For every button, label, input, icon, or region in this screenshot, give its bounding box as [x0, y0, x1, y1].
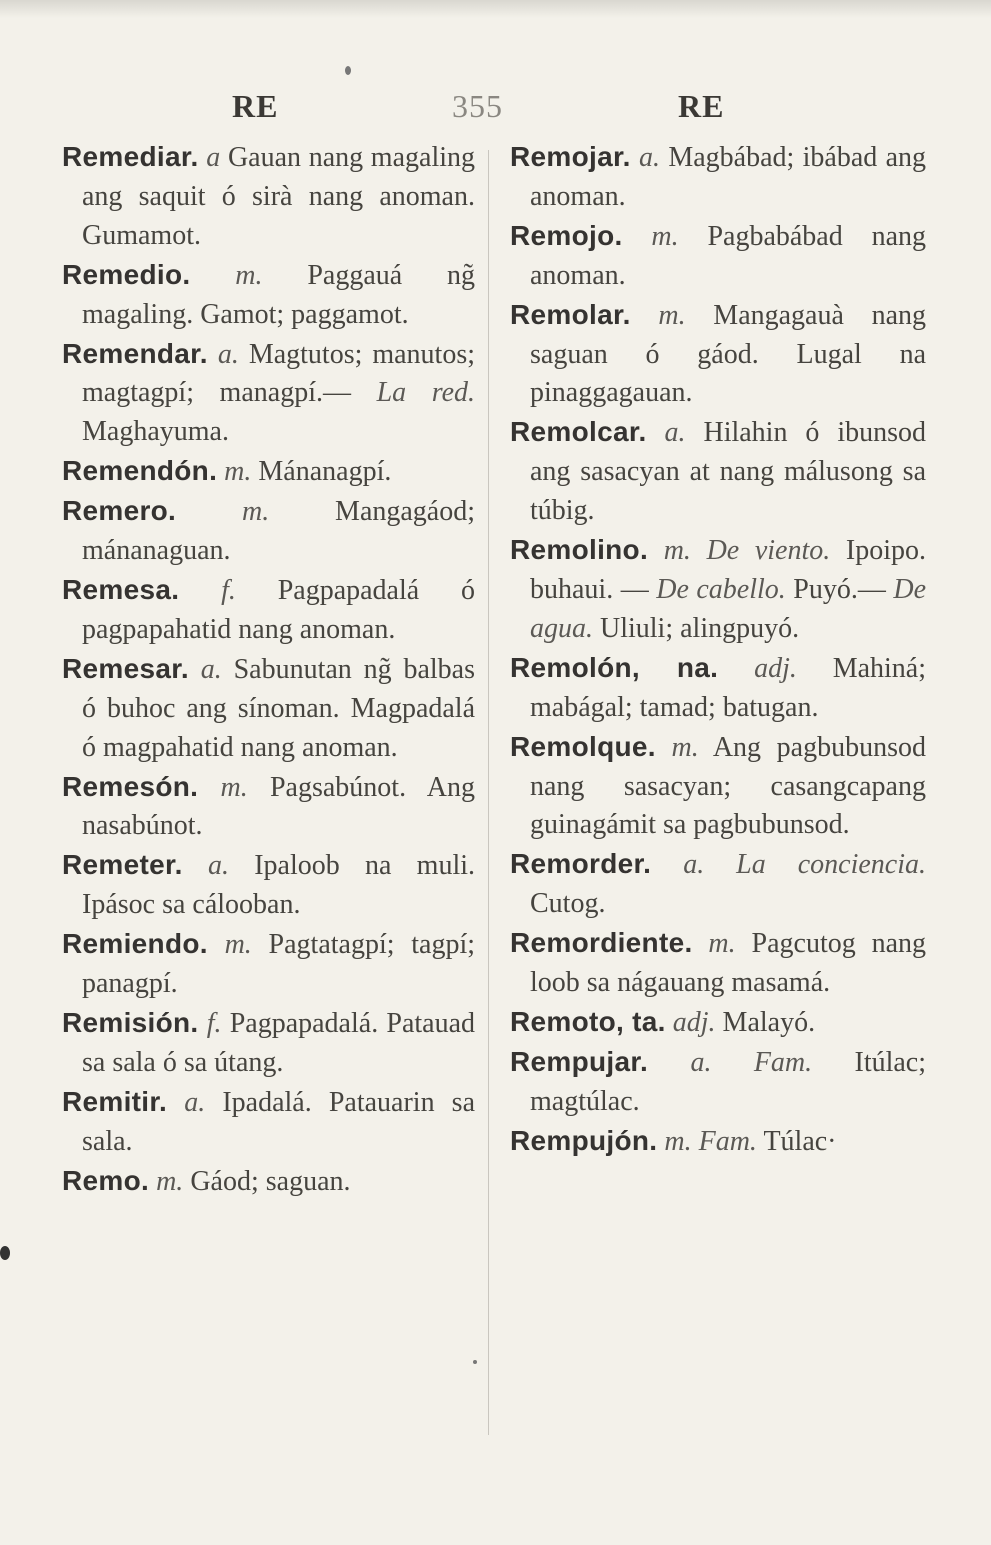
dictionary-entry	[508, 845, 926, 924]
dictionary-entry	[60, 492, 475, 571]
entry-grammar-label: a.	[184, 1086, 206, 1118]
dictionary-entry	[508, 217, 926, 296]
dictionary-entry	[60, 571, 475, 650]
entry-headword: Remero.	[62, 495, 177, 527]
entry-definition: Maghayuma.	[82, 416, 229, 448]
entry-grammar-label: m.	[241, 496, 270, 528]
entry-definition: Gáod; saguan.	[190, 1165, 351, 1197]
entry-grammar-label: De agua.	[530, 573, 927, 644]
entry-grammar-label: De cabello.	[656, 573, 786, 605]
entry-grammar-label: a.	[664, 417, 686, 449]
entry-grammar-label: m.	[664, 1125, 692, 1157]
entry-definition: Puyó.—	[793, 573, 886, 605]
dictionary-entry	[60, 1162, 475, 1202]
entry-definition: Pagcutog nang loob sa nágauang masamá.	[530, 928, 927, 999]
entry-grammar-label: Fam.	[753, 1046, 813, 1078]
entry-headword: Remeter.	[62, 849, 183, 881]
dictionary-entry	[60, 335, 475, 453]
entry-headword: Remolcar.	[510, 416, 647, 448]
entry-definition: Mánanagpí.	[258, 456, 392, 488]
entry-headword: Remolino.	[510, 534, 649, 566]
dictionary-entry	[60, 1083, 475, 1162]
entry-grammar-label: m.	[658, 299, 686, 331]
entry-headword: Rempujar.	[510, 1045, 649, 1077]
entry-headword: Remojo.	[510, 219, 623, 251]
entry-grammar-label: adj.	[754, 652, 797, 684]
dictionary-entry	[60, 1004, 475, 1083]
entry-grammar-label: m.	[663, 535, 691, 567]
entry-grammar-label: De viento.	[706, 535, 831, 567]
entry-headword: Remediar.	[62, 141, 199, 172]
ink-speck	[345, 66, 351, 75]
ink-speck	[0, 1246, 10, 1260]
entry-grammar-label: a.	[200, 653, 222, 685]
entry-grammar-label: a.	[217, 338, 239, 370]
entry-grammar-label: La conciencia.	[736, 849, 926, 881]
running-head-left: RE	[232, 88, 279, 124]
entry-grammar-label: a.	[690, 1046, 712, 1078]
column-right	[508, 138, 926, 1162]
entry-headword: Remo.	[62, 1164, 150, 1196]
running-head-right: RE	[678, 88, 725, 124]
entry-grammar-label: m.	[220, 771, 248, 803]
entry-definition: Itúlac; magtúlac.	[530, 1046, 927, 1117]
entry-grammar-label: f.	[221, 574, 236, 606]
entry-headword: Remedio.	[62, 258, 191, 290]
entry-definition: Pagbabábad nang anoman.	[530, 220, 926, 291]
dictionary-entry	[508, 924, 926, 1003]
entry-headword: Remoto, ta.	[510, 1005, 666, 1037]
entry-definition: Malayó.	[722, 1006, 816, 1038]
entry-definition: Paggauá ng̃ magaling. Gamot; paggamot.	[82, 259, 476, 330]
entry-definition: Magbábad; ibábad ang anoman.	[530, 142, 927, 212]
entry-headword: Remordiente.	[510, 927, 693, 959]
entry-definition: Mahiná; mabágal; tamad; batugan.	[530, 652, 927, 723]
entry-definition: Cutog.	[530, 888, 606, 920]
entry-definition: Magtutos; manutos; magtagpí; managpí.—	[82, 338, 475, 409]
entry-headword: Remolar.	[510, 298, 631, 330]
dictionary-entry	[508, 138, 926, 217]
entry-definition: Túlac·	[763, 1125, 837, 1157]
column-left	[60, 138, 475, 1201]
entry-definition: Hilahin ó ibunsod ang sasacyan at nang málusong sa túbig.	[530, 417, 927, 527]
entry-grammar-label: m.	[224, 929, 252, 961]
entry-definition: Pagpapadalá. Patauad sa sala ó sa útang.	[82, 1007, 476, 1078]
entry-headword: Remesa.	[62, 573, 180, 605]
entry-definition: Gauan nang magaling ang saquit ó sirà nang anoman. Gumamot.	[82, 142, 476, 251]
dictionary-entry	[60, 650, 475, 768]
entry-definition: Ipoipo. buhaui. —	[530, 535, 927, 605]
entry-definition: Pagpapadalá ó pagpapahatid nang anoman.	[82, 574, 476, 645]
entry-definition: Pagtatagpí; tagpí; panagpí.	[82, 929, 476, 1000]
entry-definition: Mangagauà nang saguan ó gáod. Lugal na pinaggagauan.	[530, 299, 927, 409]
dictionary-entry	[60, 768, 475, 847]
entry-definition: Ang pagbubunsod nang sasacyan; casangcapang guinagámit sa pagbubunsod.	[530, 731, 926, 841]
entry-grammar-label: m.	[156, 1165, 184, 1197]
entry-grammar-label: m.	[708, 928, 736, 960]
dictionary-entry	[508, 649, 926, 728]
dictionary-entry	[60, 138, 475, 256]
entry-headword: Remesar.	[62, 652, 189, 684]
entry-grammar-label: a.	[207, 850, 229, 882]
entry-grammar-label: a.	[639, 142, 661, 173]
entry-grammar-label: a	[206, 142, 221, 173]
page-number: 355	[452, 88, 503, 124]
entry-grammar-label: m.	[224, 456, 252, 488]
ink-speck	[473, 1360, 477, 1364]
entry-definition: Sabunutan ng̃ balbas ó buhoc ang sínoman. Magpadalá ó magpahatid nang anoman.	[82, 653, 475, 763]
entry-headword: Remojar.	[510, 141, 631, 172]
entry-headword: Remiendo.	[62, 928, 208, 960]
entry-headword: Remesón.	[62, 770, 199, 802]
dictionary-entry	[508, 413, 926, 531]
dictionary-entry	[60, 256, 475, 335]
entry-definition: Uliuli; alingpuyó.	[600, 612, 800, 644]
entry-grammar-label: La red.	[376, 377, 476, 409]
entry-headword: Rempujón.	[510, 1124, 658, 1156]
dictionary-entry	[60, 846, 475, 925]
entry-headword: Remolque.	[510, 730, 656, 762]
entry-grammar-label: adj.	[672, 1006, 716, 1038]
scan-edge-shadow	[0, 0, 991, 18]
dictionary-entry	[508, 531, 926, 649]
entry-definition: Ipaloob na muli. Ipásoc sa cálooban.	[82, 850, 475, 921]
entry-grammar-label: a.	[683, 849, 705, 881]
dictionary-entry	[508, 1003, 926, 1043]
column-divider	[488, 150, 489, 1435]
dictionary-entry	[508, 1122, 926, 1162]
entry-headword: Remorder.	[510, 848, 652, 880]
entry-definition: Ipadalá. Patauarin sa sala.	[82, 1086, 475, 1157]
entry-grammar-label: m.	[651, 220, 679, 252]
entry-headword: Remisión.	[62, 1006, 199, 1038]
entry-grammar-label: m.	[671, 731, 699, 763]
entry-headword: Remendón.	[62, 455, 218, 487]
entry-headword: Remendar.	[62, 337, 208, 369]
dictionary-entry	[60, 452, 475, 492]
dictionary-entry	[508, 296, 926, 414]
dictionary-entry	[508, 1043, 926, 1122]
entry-headword: Remitir.	[62, 1085, 168, 1117]
entry-definition: Mangagáod; mánanaguan.	[82, 496, 476, 567]
entry-grammar-label: f.	[206, 1007, 222, 1039]
dictionary-entry	[60, 925, 475, 1004]
dictionary-entry	[508, 728, 926, 846]
entry-headword: Remolón, na.	[510, 651, 719, 683]
entry-grammar-label: Fam.	[698, 1125, 757, 1157]
entry-definition: Pagsabúnot. Ang nasabúnot.	[82, 771, 475, 842]
entry-grammar-label: m.	[235, 259, 263, 291]
